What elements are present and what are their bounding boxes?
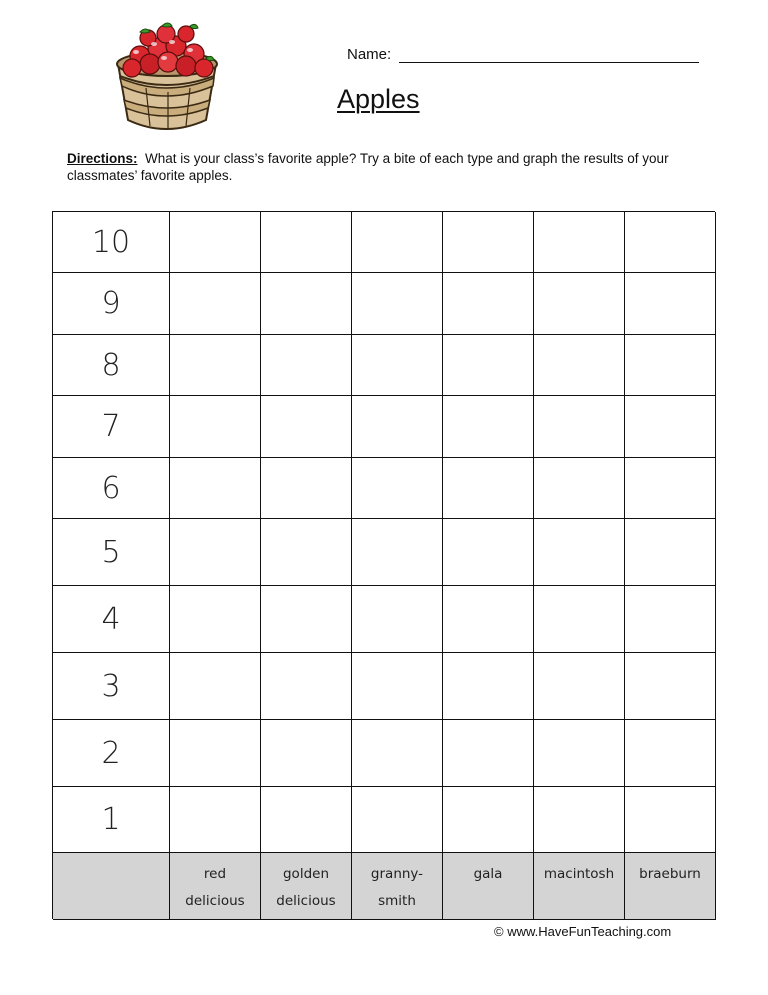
graph-cell[interactable] (352, 396, 443, 458)
graph-cell[interactable] (261, 586, 352, 653)
x-axis-label: braeburn (625, 853, 716, 920)
directions-label: Directions: (67, 151, 138, 166)
x-axis-label: red delicious (170, 853, 261, 920)
graph-cell[interactable] (443, 519, 534, 586)
graph-cell[interactable] (534, 586, 625, 653)
graph-cell[interactable] (261, 720, 352, 787)
graph-cell[interactable] (352, 519, 443, 586)
graph-cell[interactable] (352, 273, 443, 335)
graph-cell[interactable] (625, 787, 716, 853)
graph-cell[interactable] (352, 787, 443, 853)
y-axis-label: 6 (53, 458, 170, 519)
x-axis-label: golden delicious (261, 853, 352, 920)
directions-text: What is your class’s favorite apple? Try a bite of each type and graph the results of your classmates’ favorite apples. (67, 151, 669, 183)
graph-cell[interactable] (534, 720, 625, 787)
graph-cell[interactable] (170, 787, 261, 853)
graph-cell[interactable] (261, 396, 352, 458)
graph-cell[interactable] (443, 273, 534, 335)
graph-cell[interactable] (170, 396, 261, 458)
graph-cell[interactable] (170, 212, 261, 273)
graph-cell[interactable] (625, 273, 716, 335)
graph-cell[interactable] (625, 212, 716, 273)
graph-cell[interactable] (625, 586, 716, 653)
graph-cell[interactable] (443, 396, 534, 458)
graph-cell[interactable] (261, 212, 352, 273)
graph-cell[interactable] (534, 212, 625, 273)
graph-cell[interactable] (352, 586, 443, 653)
graph-cell[interactable] (170, 335, 261, 396)
graph-cell[interactable] (170, 720, 261, 787)
graph-cell[interactable] (443, 720, 534, 787)
graph-cell[interactable] (261, 458, 352, 519)
graph-cell[interactable] (170, 458, 261, 519)
name-field[interactable] (347, 44, 707, 66)
graph-cell[interactable] (625, 458, 716, 519)
y-axis-label: 10 (53, 212, 170, 273)
graph-cell[interactable] (352, 653, 443, 720)
graph-cell[interactable] (170, 653, 261, 720)
y-axis-label: 7 (53, 396, 170, 458)
directions (67, 150, 707, 184)
graph-cell[interactable] (534, 273, 625, 335)
graph-cell[interactable] (170, 586, 261, 653)
graph-cell[interactable] (443, 586, 534, 653)
y-axis-label: 2 (53, 720, 170, 787)
graph-cell[interactable] (443, 212, 534, 273)
axis-corner (53, 853, 170, 920)
graph-cell[interactable] (170, 273, 261, 335)
graph-cell[interactable] (625, 720, 716, 787)
name-label: Name: (347, 46, 392, 63)
y-axis-label: 3 (53, 653, 170, 720)
x-axis-label: granny- smith (352, 853, 443, 920)
graph-cell[interactable] (261, 653, 352, 720)
graph-cell[interactable] (352, 458, 443, 519)
x-axis-label: gala (443, 853, 534, 920)
graph-cell[interactable] (170, 519, 261, 586)
graph-cell[interactable] (352, 720, 443, 787)
graph-cell[interactable] (534, 519, 625, 586)
graph-cell[interactable] (261, 273, 352, 335)
graph-cell[interactable] (534, 787, 625, 853)
page-title: Apples (337, 84, 420, 114)
x-axis-label: macintosh (534, 853, 625, 920)
graph-cell[interactable] (443, 458, 534, 519)
graph-cell[interactable] (443, 653, 534, 720)
y-axis-label: 4 (53, 586, 170, 653)
graph-cell[interactable] (534, 458, 625, 519)
graph-cell[interactable] (534, 335, 625, 396)
graph-cell[interactable] (625, 653, 716, 720)
graph-cell[interactable] (534, 653, 625, 720)
apple-basket-icon (106, 20, 226, 138)
graph-cell[interactable] (443, 335, 534, 396)
name-line[interactable] (399, 62, 699, 63)
graph-cell[interactable] (261, 787, 352, 853)
y-axis-label: 5 (53, 519, 170, 586)
graph-cell[interactable] (625, 335, 716, 396)
copyright: © www.HaveFunTeaching.com (494, 924, 672, 939)
graph-cell[interactable] (443, 787, 534, 853)
bar-graph-grid (52, 211, 715, 919)
y-axis-label: 8 (53, 335, 170, 396)
graph-cell[interactable] (352, 212, 443, 273)
y-axis-label: 1 (53, 787, 170, 853)
graph-cell[interactable] (352, 335, 443, 396)
graph-cell[interactable] (625, 396, 716, 458)
graph-cell[interactable] (261, 335, 352, 396)
graph-cell[interactable] (261, 519, 352, 586)
y-axis-label: 9 (53, 273, 170, 335)
graph-cell[interactable] (625, 519, 716, 586)
graph-cell[interactable] (534, 396, 625, 458)
